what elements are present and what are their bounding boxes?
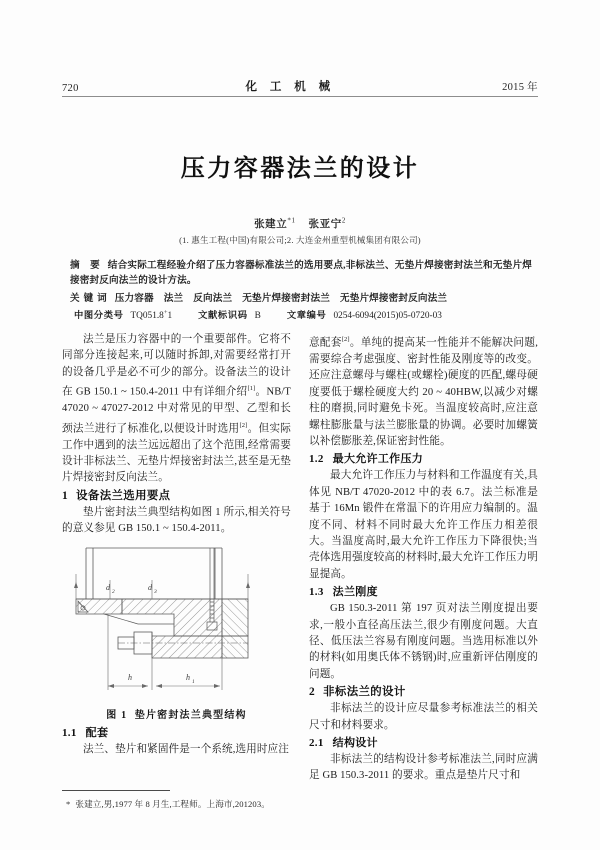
section-title: 设备法兰选用要点 <box>76 489 171 502</box>
keyword-item: 无垫片焊接密封反向法兰 <box>339 293 448 304</box>
footnote <box>66 798 366 811</box>
figure-caption <box>62 708 291 724</box>
section-number: 1.1 <box>62 727 77 740</box>
section-title: 最大允许工作压力 <box>332 453 424 466</box>
section-number: 1.3 <box>309 586 324 599</box>
paragraph: 法兰、垫片和紧固件是一个系统,选用时应注 <box>83 744 289 756</box>
section-number: 2 <box>309 686 316 699</box>
section-heading-2-1 <box>309 734 538 752</box>
section-heading-2 <box>309 683 538 701</box>
keyword-item: 无垫片焊接密封法兰 <box>242 293 330 304</box>
dimension-label-d3: d <box>148 582 153 592</box>
clc-code: TQ051.8 <box>130 311 164 321</box>
abstract-label: 摘 要 <box>70 260 104 271</box>
abstract-paragraph <box>70 258 532 288</box>
section-number: 1 <box>62 489 69 502</box>
author-list <box>0 216 600 231</box>
section-number: 2.1 <box>309 737 324 750</box>
paragraph-text: 。NB/T 47020 ~ 47027-2012 中对常见的甲型、乙型和长颈法兰进行了标准化,以便设计时选用 <box>62 386 291 435</box>
clc-tail: 1 <box>167 311 173 321</box>
journal-name: 化 工 机 械 <box>245 81 336 93</box>
paragraph-text: 意配套 <box>309 337 342 349</box>
figure-flange-cross-section <box>62 544 291 725</box>
footnote-text: 张建立,男,1977 年 8 月生,工程师。上海市,201203。 <box>75 799 270 809</box>
author-1: 张建立 <box>254 219 288 230</box>
section-heading-1 <box>62 487 291 505</box>
clc-superscript: + <box>163 308 168 316</box>
header-rule <box>62 96 538 97</box>
reference-mark: [1] <box>247 385 256 393</box>
section-number: 1.2 <box>309 453 324 466</box>
footnote-rule <box>62 790 170 791</box>
issue-year: 2015 年 <box>502 82 538 93</box>
section-title: 结构设计 <box>332 737 378 750</box>
section-heading-1-2 <box>309 450 538 468</box>
paragraph-text: 法兰是压力容器中的一个重要部件。它将不同部分连接起来,可以随时拆卸,对需要经常打开的设备几乎是必不可少的部分。设备法兰的设计在 GB 150.1 ~ 150.4-2011 中有详细介绍 <box>62 334 291 398</box>
section-title: 法兰刚度 <box>332 586 378 599</box>
paragraph <box>309 332 538 450</box>
section-title: 配套 <box>85 727 109 740</box>
keyword-item: 压力容器 <box>114 293 154 304</box>
reference-mark: [2] <box>341 336 350 343</box>
doc-type-label: 文献标识码 <box>198 311 248 321</box>
article-id-label: 文章编号 <box>286 311 327 321</box>
paragraph: 最大允许工作压力与材料和工作温度有关,具体见 NB/T 47020-2012 中的表 6.7。法兰标准是基于 16Mn 锻件在常温下的许用应力编制的。温度不同、材料不同时最大允许工作压力相差很大。当温度高时,最大允许工作压力下降很快;当壳体选用强度较高的材料时,最大允许工作压力明显提高。 <box>309 470 538 580</box>
figure-caption-label: 图 1 <box>106 709 128 721</box>
section-title: 非标法兰的设计 <box>323 686 406 699</box>
paragraph: 垫片密封法兰典型结构如图 1 所示,相关符号的意义参见 GB 150.1 ~ 150.4-2011。 <box>62 506 291 535</box>
dimension-label-h1: h <box>186 672 191 682</box>
keyword-item: 法兰 <box>163 293 184 304</box>
keywords-row <box>70 291 532 306</box>
body-column-left <box>62 332 291 759</box>
page-title: 压力容器法兰的设计 <box>180 156 420 182</box>
flange-drawing-svg <box>62 544 291 696</box>
paragraph-text: 。但实际工作中遇到的法兰远远超出了这个范围,经常需要设计非标法兰、无垫片焊接密封法兰,甚至是无垫片焊接密封反向法兰。 <box>62 423 291 484</box>
section-heading-1-1 <box>62 724 291 742</box>
affiliation: (1. 惠生工程(中国)有限公司;2. 大连金州重型机械集团有限公司) <box>179 235 421 245</box>
paragraph: GB 150.3-2011 第 197 页对法兰刚度提出要求,一般小直径高压法兰,很少有刚度问题。大直径、低压法兰容易有刚度问题。当选用标准以外的材料(如用奥氏体不锈钢)时,应重新评估刚度的问题。 <box>309 603 538 680</box>
author-1-mark: *1 <box>287 216 296 225</box>
classification-line <box>74 307 534 321</box>
running-head <box>62 72 538 94</box>
figure-caption-text: 垫片密封法兰典型结构 <box>134 709 247 721</box>
dimension-label-d2: d <box>106 582 111 592</box>
dimension-label-d3-sub: 3 <box>154 588 157 595</box>
author-2-mark: 2 <box>341 216 346 225</box>
body-column-right <box>309 332 538 785</box>
paragraph: 非标法兰的设计应尽量参考标准法兰的相关尺寸和材料要求。 <box>309 703 538 731</box>
dimension-label-h1-sub: 1 <box>192 678 195 685</box>
author-2: 张亚宁 <box>308 219 342 230</box>
keywords-label: 关键词 <box>70 293 111 304</box>
footnote-marker: * <box>66 799 71 809</box>
keyword-item: 反向法兰 <box>193 293 233 304</box>
dimension-label-d2-sub: 2 <box>112 588 115 595</box>
clc-value <box>131 309 173 321</box>
dimension-label-h: h <box>128 672 133 682</box>
page-number: 720 <box>62 83 79 94</box>
paragraph-text: 。单纯的提高某一性能并不能解决问题,需要综合考虑强度、密封性能及刚度等的改变。还应注意螺母与螺柱(或螺栓)硬度的匹配,螺母硬度要低于螺栓硬度大约 20 ~ 40HBW,以减少对螺柱的磨损,同时避免卡死。当温度较高时,应注意螺柱膨胀量与法兰膨胀量的协调。必要时加螺簧以补偿膨胀差,保证密封性能。 <box>309 337 538 447</box>
paragraph: 非标法兰的结构设计参考标准法兰,同时应满足 GB 150.3-2011 的要求。重点是垫片尺寸和 <box>309 754 538 782</box>
reference-mark: [2] <box>239 421 248 429</box>
clc-label: 中图分类号 <box>74 311 124 321</box>
abstract-block <box>70 258 532 306</box>
section-heading-1-3 <box>309 583 538 601</box>
abstract-text: 结合实际工程经验介绍了压力容器标准法兰的选用要点,非标法兰、无垫片焊接密封法兰和无垫片焊接密封反向法兰的设计方法。 <box>70 260 532 286</box>
doc-type-value: B <box>254 311 261 321</box>
article-id-value: 0254-6094(2015)05-0720-03 <box>333 311 442 321</box>
paragraph <box>62 332 291 487</box>
